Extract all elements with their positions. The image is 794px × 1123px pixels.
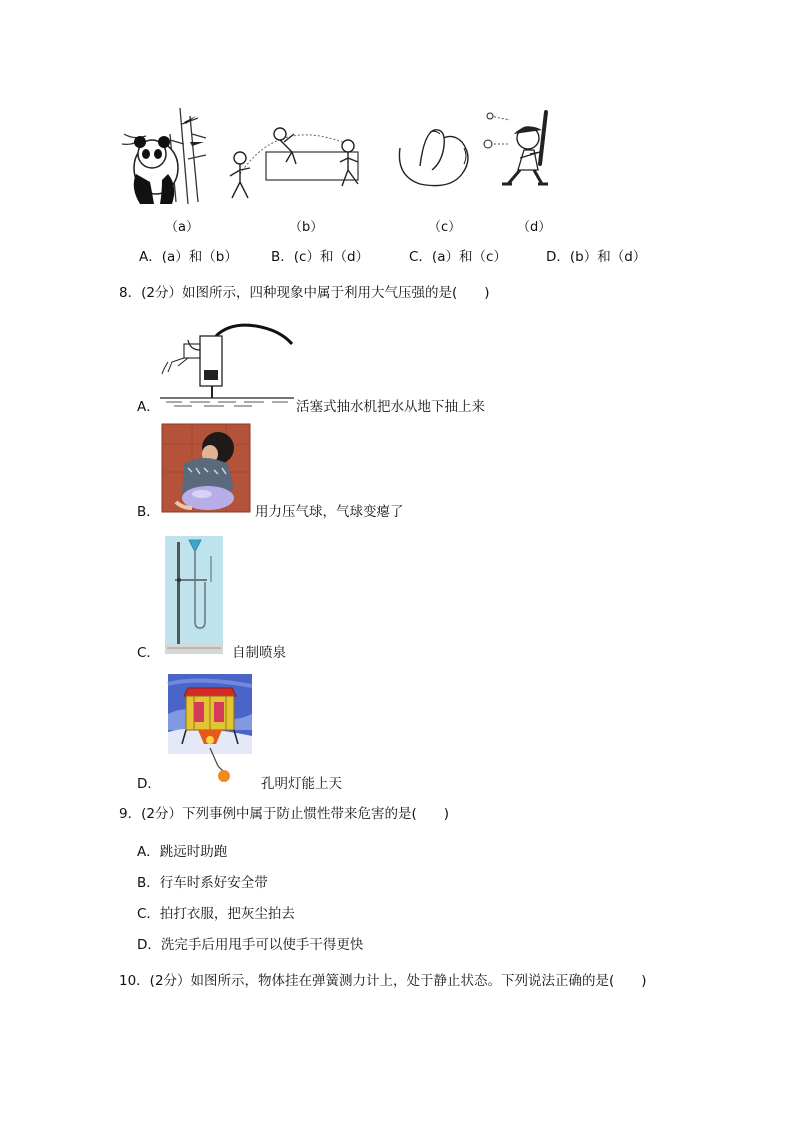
- figure-caption-c: （c）: [428, 220, 462, 235]
- q8-option-d-letter: D．: [137, 776, 161, 792]
- q8-option-d-text: 孔明灯能上天: [261, 776, 342, 792]
- child-pressing-balloon-photo: [162, 424, 250, 512]
- q8-option-c-text: 自制喷泉: [232, 645, 286, 661]
- figure-caption-b: （b）: [289, 220, 324, 235]
- q8-option-a-text: 活塞式抽水机把水从地下抽上来: [296, 399, 485, 415]
- baseball-batter-figure: [484, 108, 564, 196]
- q9-option-a: A．跳远时助跑: [137, 844, 228, 860]
- figure-caption-d: （d）: [517, 220, 552, 235]
- q7-option-b: B．(c）和（d）: [271, 249, 370, 265]
- homemade-fountain-figure: [165, 536, 223, 654]
- q9-stem: 9．(2分）下列事例中属于防止惯性带来危害的是( ): [119, 806, 449, 822]
- piston-pump-figure: [160, 322, 294, 408]
- finger-press-balloon-figure: [394, 126, 476, 194]
- figure-caption-a: （a）: [165, 220, 199, 235]
- q7-option-a: A．(a）和（b）: [139, 249, 238, 265]
- jumping-figure: [220, 124, 390, 208]
- q8-option-a-letter: A．: [137, 399, 160, 415]
- q8-option-b-text: 用力压气球，气球变瘪了: [255, 504, 404, 520]
- q9-option-c: C．拍打衣服，把灰尘拍去: [137, 906, 295, 922]
- q7-option-c: C．(a）和（c）: [409, 249, 507, 265]
- q8-option-b-letter: B．: [137, 504, 160, 520]
- q8-stem: 8．(2分）如图所示，四种现象中属于利用大气压强的是( ): [119, 285, 490, 301]
- q9-option-d: D．洗完手后用甩手可以使手干得更快: [137, 937, 364, 953]
- q9-option-b: B．行车时系好安全带: [137, 875, 268, 891]
- q10-stem: 10．(2分）如图所示，物体挂在弹簧测力计上，处于静止状态。下列说法正确的是( ): [119, 973, 647, 989]
- q7-option-d: D．(b）和（d）: [546, 249, 647, 265]
- q8-option-c-letter: C．: [137, 645, 160, 661]
- panda-bamboo-figure: [118, 104, 214, 210]
- kongming-lantern-figure: [168, 674, 252, 786]
